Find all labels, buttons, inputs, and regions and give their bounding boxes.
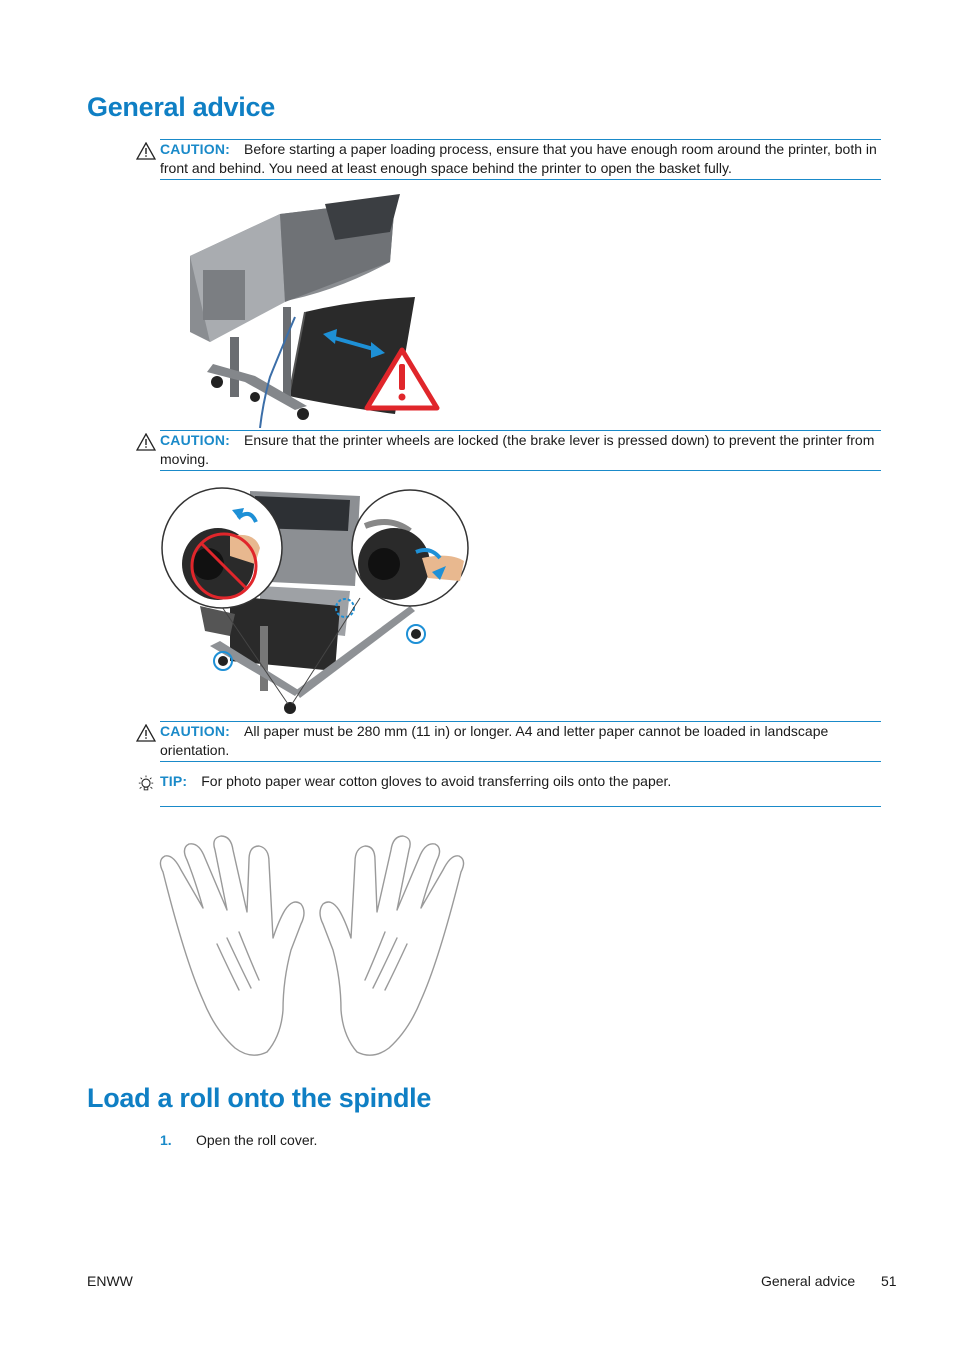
section-title-general-advice: General advice [87, 92, 275, 122]
tip-label: TIP: [160, 773, 188, 789]
footer-page-number: 51 [881, 1273, 897, 1289]
footer-left: ENWW [87, 1273, 133, 1289]
caution-note-wheels [160, 430, 881, 471]
caution-label: CAUTION: [160, 723, 231, 739]
warning-triangle-icon [136, 433, 156, 451]
caution-text: All paper must be 280 mm (11 in) or longer. A4 and letter paper cannot be loaded in landscape orientation. [160, 723, 829, 758]
caution-note-room [160, 139, 881, 180]
caution-label: CAUTION: [160, 432, 231, 448]
caution-note-paper-length [160, 721, 881, 762]
footer-section: General advice [761, 1273, 856, 1289]
step-text: Open the roll cover. [196, 1132, 318, 1148]
printer-clearance-illustration [185, 192, 445, 428]
lightbulb-icon [136, 775, 156, 793]
cotton-gloves-illustration [155, 820, 470, 1060]
tip-note-gloves [160, 772, 881, 807]
step-item [160, 1131, 317, 1150]
caution-text: Ensure that the printer wheels are locked (the brake lever is pressed down) to prevent the printer from moving. [160, 432, 875, 467]
step-number: 1. [160, 1132, 172, 1148]
caution-label: CAUTION: [160, 141, 231, 157]
warning-triangle-icon [136, 142, 156, 160]
section-title-load-roll: Load a roll onto the spindle [87, 1083, 432, 1113]
warning-triangle-icon [136, 724, 156, 742]
wheel-brake-illustration [160, 486, 470, 718]
caution-text: Before starting a paper loading process, ensure that you have enough room around the printer, both in front and behind. You need at least enough space behind the printer to open the basket fully. [160, 141, 877, 176]
tip-text: For photo paper wear cotton gloves to avoid transferring oils onto the paper. [201, 773, 672, 789]
